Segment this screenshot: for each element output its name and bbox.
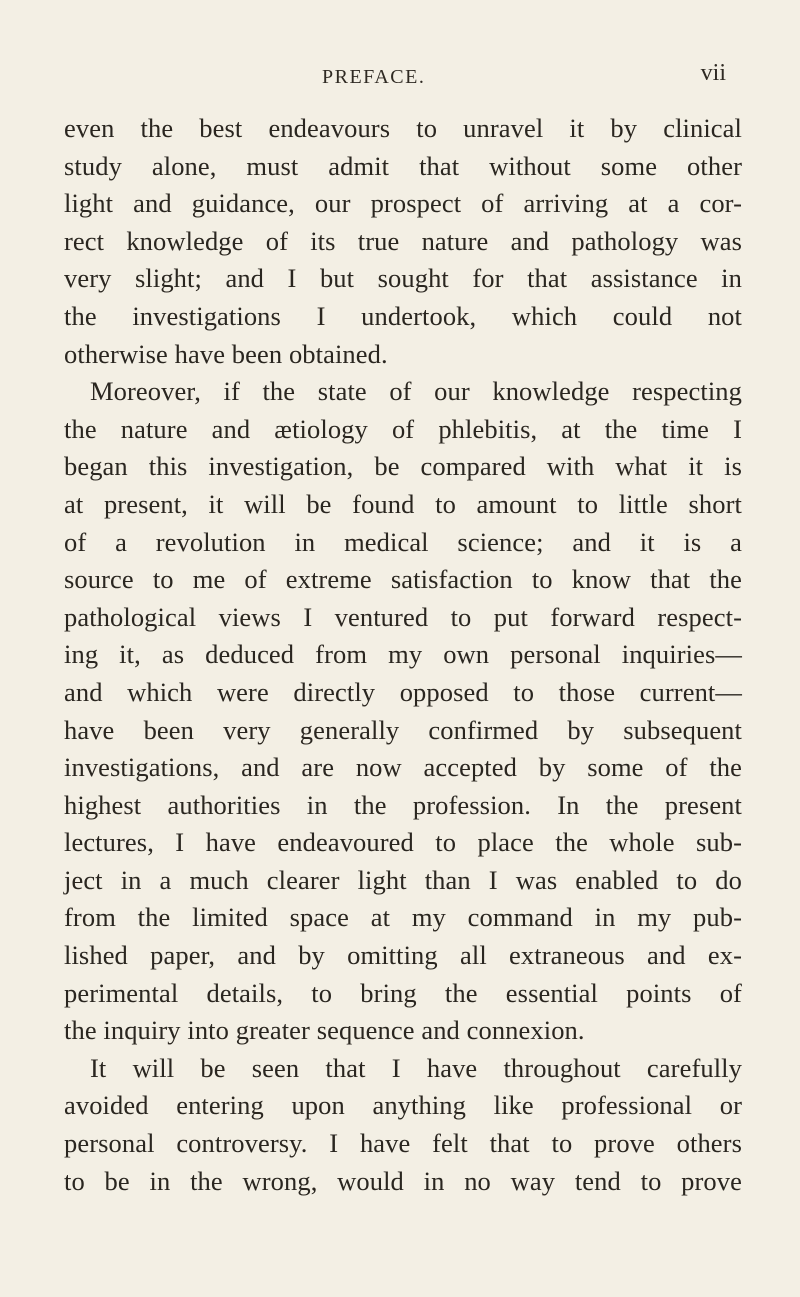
text-line: avoided entering upon anything like professional or xyxy=(64,1090,742,1121)
running-head xyxy=(60,60,740,100)
text-line: source to me of extreme satisfaction to know that the xyxy=(64,564,742,595)
text-line: the investigations I undertook, which could not xyxy=(64,300,742,331)
text-line: have been very generally confirmed by subsequent xyxy=(64,714,742,745)
body-text xyxy=(64,110,742,1200)
text-line: from the limited space at my command in my pub- xyxy=(64,902,742,933)
text-line: the inquiry into greater sequence and connexion. xyxy=(64,1015,585,1046)
text-line: ject in a much clearer light than I was enabled to do xyxy=(64,864,742,895)
text-line: lectures, I have endeavoured to place the whole sub- xyxy=(64,827,742,858)
text-line: light and guidance, our prospect of arriving at a cor- xyxy=(64,188,742,219)
text-line: investigations, and are now accepted by some of the xyxy=(64,752,742,783)
page-number: vii xyxy=(700,60,726,86)
text-line: the nature and ætiology of phlebitis, at the time I xyxy=(64,413,742,444)
text-line: study alone, must admit that without some other xyxy=(64,150,742,181)
text-line: perimental details, to bring the essential points of xyxy=(64,977,742,1008)
text-line: highest authorities in the profession. In the present xyxy=(64,789,742,820)
text-line: personal controversy. I have felt that to prove others xyxy=(64,1128,742,1159)
text-line: pathological views I ventured to put forward respect- xyxy=(64,601,742,632)
text-line: and which were directly opposed to those current— xyxy=(64,676,742,707)
text-line: began this investigation, be compared with what it is xyxy=(64,451,742,482)
text-line: rect knowledge of its true nature and pathology was xyxy=(64,225,742,256)
text-line: to be in the wrong, would in no way tend to prove xyxy=(64,1165,742,1196)
text-line: even the best endeavours to unravel it by clinical xyxy=(64,113,742,143)
text-line: lished paper, and by omitting all extraneous and ex- xyxy=(64,940,742,971)
paragraph-start-line: It will be seen that I have throughout carefully xyxy=(90,1052,742,1083)
paragraph-start-line: Moreover, if the state of our knowledge respecting xyxy=(90,376,742,407)
text-line: at present, it will be found to amount to little short xyxy=(64,488,742,519)
text-line: very slight; and I but sought for that assistance in xyxy=(64,263,742,294)
page-title: PREFACE. xyxy=(322,66,426,88)
text-line: ing it, as deduced from my own personal inquiries— xyxy=(64,639,742,670)
text-line: of a revolution in medical science; and it is a xyxy=(64,526,742,557)
text-line: otherwise have been obtained. xyxy=(64,338,388,369)
